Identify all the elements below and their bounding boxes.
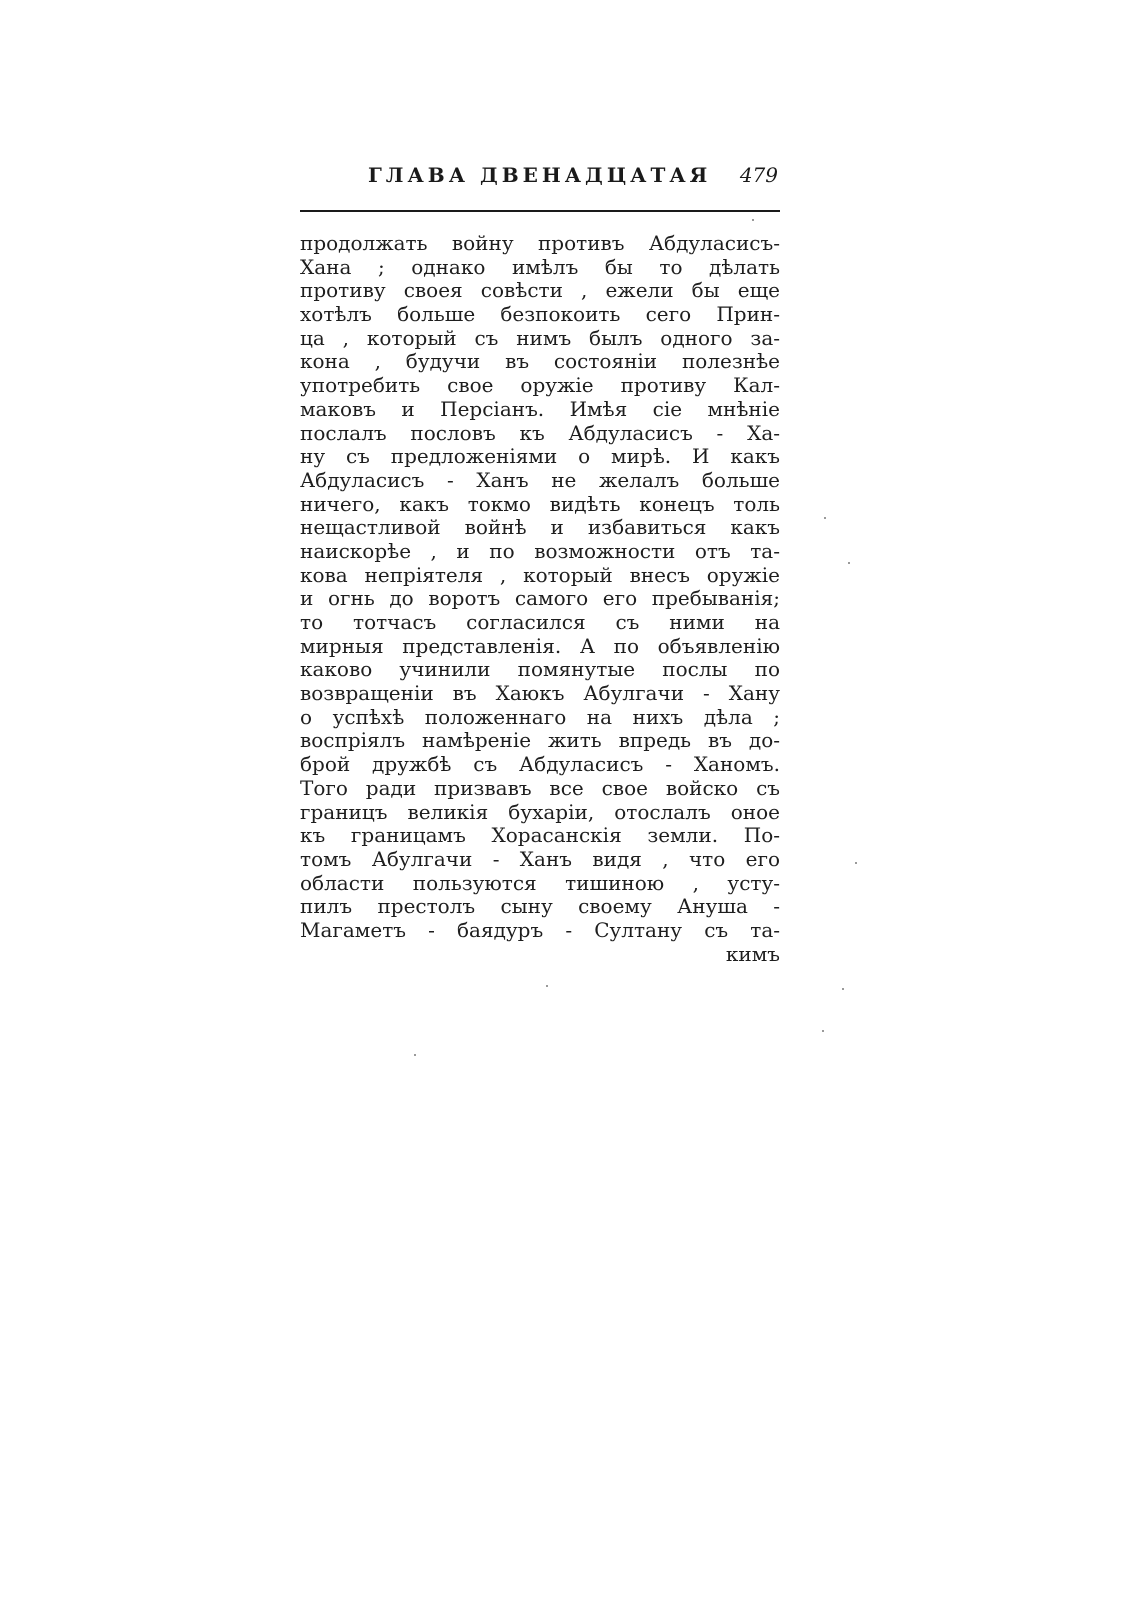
text-line: границъ великія бухаріи, отослалъ оное [300,799,780,824]
text-line: Абдуласисъ - Ханъ не желалъ больше [300,467,780,492]
text-line: пилъ престолъ сыну своему Ануша - [300,894,780,919]
text-line: маковъ и Персіанъ. Имѣя сіе мнѣніе [300,396,780,421]
scan-speck [848,562,850,564]
text-line: кона , будучи въ состояніи полезнѣе [300,349,780,374]
scan-speck [414,1054,416,1056]
text-line: и огнь до воротъ самого его пребыванія; [300,586,780,611]
scan-speck [855,862,857,864]
running-title: ГЛАВА ДВЕНАДЦАТАЯ [368,163,712,187]
text-line: каково учинили помянутые послы по [300,657,780,682]
text-line: кова непріятеля , который внесъ оружіе [300,562,780,587]
scan-speck [752,219,754,221]
text-line: Того ради призвавъ все свое войско съ [300,775,780,800]
scan-speck [822,1030,824,1032]
scan-speck [824,517,826,519]
text-line: ца , который съ нимъ былъ одного за- [300,325,780,350]
text-line: противу своея совѣсти , ежели бы еще [300,278,780,303]
text-line: брой дружбѣ съ Абдуласисъ - Ханомъ. [300,752,780,777]
text-line: употребить свое оружіе противу Кал- [300,373,780,398]
catchword: кимъ [725,941,780,966]
header-rule [300,210,780,212]
text-line: то тотчасъ согласился съ ними на [300,610,780,634]
text-line: мирныя представленія. А по объявленію [300,633,780,658]
text-line: Магаметъ - баядуръ - Султану съ та- [300,917,780,942]
text-line: къ границамъ Хорасанскія земли. По- [300,823,780,848]
text-line: области пользуются тишиною , усту- [300,870,780,895]
text-line: ничего, какъ токмо видѣть конецъ толь [300,491,780,516]
text-line: нещастливой войнѣ и избавиться какъ [300,515,780,540]
text-line: хотѣлъ больше безпокоить сего Прин- [300,302,780,327]
text-line: томъ Абулгачи - Ханъ видя , что его [300,846,780,871]
text-line: Хана ; однако имѣлъ бы то дѣлать [300,254,780,279]
scan-speck [546,985,548,987]
text-line: возвращеніи въ Хаюкъ Абулгачи - Хану [300,681,780,706]
text-line: послалъ пословъ къ Абдуласисъ - Ха- [300,420,780,445]
text-line: о успѣхѣ положеннаго на нихъ дѣла ; [300,704,780,729]
scan-speck [842,988,844,990]
text-line: продолжать войну противъ Абдуласисъ- [300,231,780,255]
text-line: ну съ предложеніями о мирѣ. И какъ [300,444,780,469]
text-line: воспріялъ намѣреніе жить впредь въ до- [300,728,780,753]
running-head [368,163,778,195]
text-line: наискорѣе , и по возможности отъ та- [300,538,780,563]
body-text [300,232,780,966]
page-number: 479 [739,163,778,187]
